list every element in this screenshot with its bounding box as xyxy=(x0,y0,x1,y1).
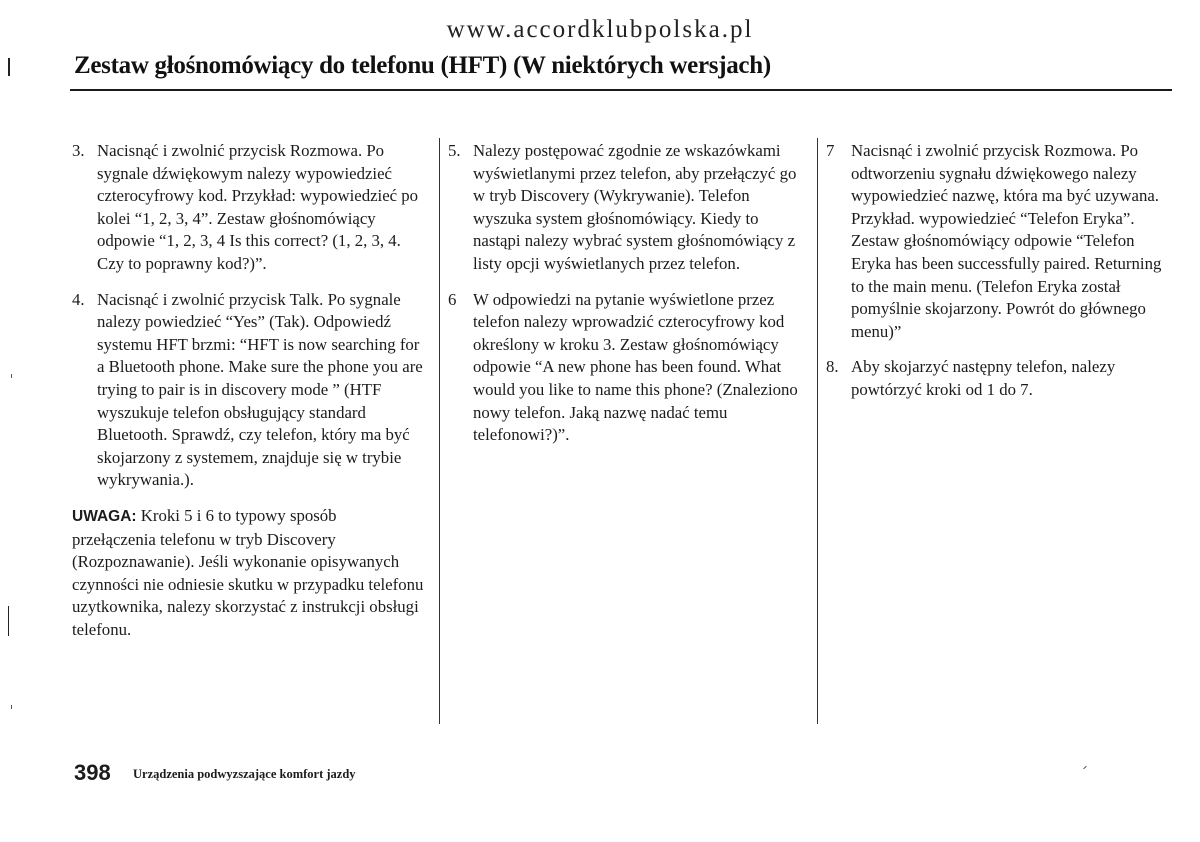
step-item xyxy=(72,289,424,492)
step-item xyxy=(448,140,802,276)
step-text: Nacisnąć i zwolnić przycisk Rozmowa. Po odtworzeniu sygnału dźwiękowego nalezy wypowiedzieć nazwę, która ma być uzywana. Przykład. wypowiedzieć “Telefon Eryka”. Zestaw głośnomówiący odpowie “Telefon Eryka has been successfully paired. Returning to the main menu. (Telefon Eryka został pomyślnie skojarzony. Powrót do głównego menu)” xyxy=(851,141,1162,341)
column-3 xyxy=(826,140,1176,415)
page-number: 398 xyxy=(74,760,111,785)
column-1 xyxy=(72,140,424,641)
page-title: Zestaw głośnomówiący do telefonu (HFT) (W niektórych wersjach) xyxy=(74,52,771,79)
margin-mark xyxy=(8,606,9,636)
column-2 xyxy=(448,140,802,460)
step-text: Nacisnąć i zwolnić przycisk Talk. Po sygnale nalezy powiedzieć “Yes” (Tak). Odpowiedź systemu HFT brzmi: “HFT is now searching for a Bluetooth phone. Make sure the phone you are trying to pair is in discovery mode ” (HTF wyszukuje telefon obsługujący standard Bluetooth. Sprawdź, czy telefon, który ma być skojarzony z systemem, znajduje się w trybie wykrywania.). xyxy=(97,289,423,490)
scan-speck xyxy=(1083,766,1087,770)
step-text: Nacisnąć i zwolnić przycisk Rozmowa. Po sygnale dźwiękowym nalezy wypowiedzieć czterocyfrowy kod. Przykład: wypowiedzieć po kolei “1, 2, 3, 4”. Zestaw głośnomówiący odpowie “1, 2, 3, 4 Is this correct? (1, 2, 3, 4. Czy to poprawny kod?)”. xyxy=(97,141,419,273)
step-number: 7 xyxy=(826,141,835,160)
column-divider xyxy=(817,138,818,724)
step-number: 4. xyxy=(72,289,85,309)
scan-speck xyxy=(11,705,12,709)
note-label: UWAGA: xyxy=(72,507,137,525)
step-text: Nalezy postępować zgodnie ze wskazówkami wyświetlanymi przez telefon, aby przełączyć go w tryb Discovery (Wykrywanie). Telefon wyszuka system głośnomówiący. Kiedy to nastąpi nalezy wybrać system głośnomówiący z listy opcji wyświetlanych przez telefon. xyxy=(473,141,797,273)
note xyxy=(72,505,424,642)
step-number: 6 xyxy=(448,289,457,309)
step-number: 8. xyxy=(826,357,839,377)
scan-speck xyxy=(11,374,12,378)
step-item xyxy=(72,140,424,276)
column-divider xyxy=(439,138,440,724)
step-number: 3. xyxy=(72,141,85,160)
margin-mark xyxy=(8,58,10,76)
step-text: W odpowiedzi na pytanie wyświetlone przez telefon nalezy wprowadzić czterocyfrowy kod określony w kroku 3. Zestaw głośnomówiący odpowie “A new phone has been found. What would you like to name this phone? (Znaleziono nowy telefon. Jaką nazwę nadać temu telefonowi?)”. xyxy=(473,289,798,445)
step-text: Aby skojarzyć następny telefon, nalezy powtórzyć kroki od 1 do 7. xyxy=(851,357,1116,399)
step-item xyxy=(448,289,802,447)
section-name: Urządzenia podwyzszające komfort jazdy xyxy=(133,767,356,781)
step-item xyxy=(826,356,1176,401)
site-url: www.accordklubpolska.pl xyxy=(446,16,754,43)
step-number: 5. xyxy=(448,141,461,160)
note-text: Kroki 5 i 6 to typowy sposób przełączenia telefonu w tryb Discovery (Rozpoznawanie). Jeśli wykonanie opisywanych czynności nie odniesie skutku w przypadku telefonu uzytkownika, nalezy skorzystać z instrukcji obsługi telefonu. xyxy=(72,505,424,639)
step-item xyxy=(826,140,1176,343)
title-rule xyxy=(70,89,1172,91)
